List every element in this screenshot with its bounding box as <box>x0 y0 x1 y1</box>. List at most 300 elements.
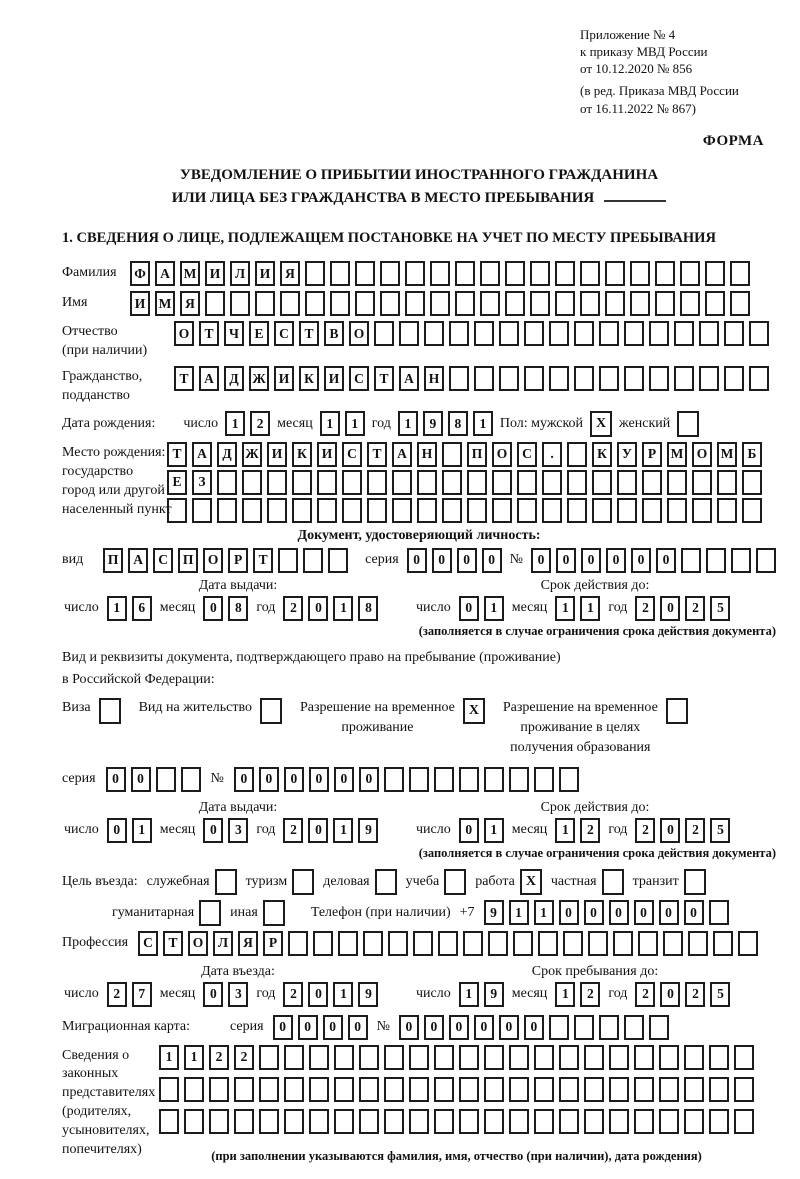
form-cell[interactable] <box>734 1109 754 1134</box>
form-cell[interactable]: Я <box>180 291 200 316</box>
form-cell[interactable] <box>217 470 237 495</box>
form-cell[interactable]: 0 <box>609 900 629 925</box>
form-cell[interactable]: 0 <box>524 1015 544 1040</box>
form-cell[interactable]: 0 <box>284 767 304 792</box>
form-cell[interactable]: Н <box>417 442 437 467</box>
form-cell[interactable] <box>499 321 519 346</box>
form-cell[interactable]: 0 <box>309 767 329 792</box>
form-cell[interactable] <box>724 366 744 391</box>
form-cell[interactable] <box>267 470 287 495</box>
form-cell[interactable] <box>242 470 262 495</box>
form-cell[interactable] <box>756 548 776 573</box>
option-temp-residence-checkbox[interactable]: X <box>463 698 485 724</box>
form-cell[interactable] <box>692 470 712 495</box>
form-cell[interactable] <box>413 931 433 956</box>
form-cell[interactable]: 9 <box>484 900 504 925</box>
form-cell[interactable]: 1 <box>107 596 127 621</box>
form-cell[interactable]: П <box>103 548 123 573</box>
form-cell[interactable] <box>549 321 569 346</box>
form-cell[interactable] <box>184 1109 204 1134</box>
form-cell[interactable]: 2 <box>209 1045 229 1070</box>
form-cell[interactable]: 1 <box>333 982 353 1007</box>
form-cell[interactable] <box>655 261 675 286</box>
form-cell[interactable] <box>424 321 444 346</box>
form-cell[interactable]: 1 <box>555 818 575 843</box>
form-cell[interactable]: И <box>317 442 337 467</box>
form-cell[interactable]: 0 <box>234 767 254 792</box>
form-cell[interactable] <box>334 1109 354 1134</box>
form-cell[interactable] <box>217 498 237 523</box>
form-cell[interactable] <box>584 1045 604 1070</box>
form-cell[interactable]: Б <box>742 442 762 467</box>
form-cell[interactable]: 0 <box>656 548 676 573</box>
form-cell[interactable]: Т <box>367 442 387 467</box>
form-cell[interactable]: Т <box>199 321 219 346</box>
form-cell[interactable]: К <box>299 366 319 391</box>
form-cell[interactable]: С <box>274 321 294 346</box>
form-cell[interactable] <box>284 1109 304 1134</box>
form-cell[interactable] <box>259 1045 279 1070</box>
form-cell[interactable] <box>555 291 575 316</box>
form-cell[interactable] <box>549 1015 569 1040</box>
form-cell[interactable] <box>649 321 669 346</box>
form-cell[interactable] <box>405 291 425 316</box>
form-cell[interactable]: 9 <box>484 982 504 1007</box>
form-cell[interactable] <box>559 767 579 792</box>
form-cell[interactable]: 0 <box>499 1015 519 1040</box>
form-cell[interactable] <box>680 291 700 316</box>
form-cell[interactable] <box>574 1015 594 1040</box>
form-cell[interactable] <box>649 366 669 391</box>
form-cell[interactable] <box>609 1045 629 1070</box>
form-cell[interactable]: 2 <box>580 818 600 843</box>
form-cell[interactable] <box>334 1077 354 1102</box>
form-cell[interactable]: О <box>203 548 223 573</box>
form-cell[interactable] <box>517 498 537 523</box>
form-cell[interactable] <box>542 470 562 495</box>
form-cell[interactable]: Р <box>263 931 283 956</box>
form-cell[interactable]: 1 <box>159 1045 179 1070</box>
form-cell[interactable] <box>434 1077 454 1102</box>
form-cell[interactable]: 1 <box>484 818 504 843</box>
form-cell[interactable]: И <box>205 261 225 286</box>
form-cell[interactable]: Т <box>253 548 273 573</box>
form-cell[interactable]: 2 <box>107 982 127 1007</box>
form-cell[interactable] <box>684 1045 704 1070</box>
form-cell[interactable] <box>234 1109 254 1134</box>
form-cell[interactable] <box>234 1077 254 1102</box>
form-cell[interactable]: Т <box>174 366 194 391</box>
form-cell[interactable] <box>359 1045 379 1070</box>
form-cell[interactable]: 1 <box>398 411 418 436</box>
form-cell[interactable]: 2 <box>234 1045 254 1070</box>
form-cell[interactable]: В <box>324 321 344 346</box>
form-cell[interactable] <box>392 470 412 495</box>
form-cell[interactable] <box>509 1077 529 1102</box>
form-cell[interactable] <box>434 1109 454 1134</box>
form-cell[interactable] <box>649 1015 669 1040</box>
form-cell[interactable] <box>684 1077 704 1102</box>
form-cell[interactable] <box>181 767 201 792</box>
purpose-tourism-checkbox[interactable] <box>292 869 314 895</box>
form-cell[interactable] <box>317 498 337 523</box>
form-cell[interactable]: М <box>155 291 175 316</box>
form-cell[interactable]: 1 <box>509 900 529 925</box>
form-cell[interactable]: 0 <box>432 548 452 573</box>
form-cell[interactable]: И <box>274 366 294 391</box>
form-cell[interactable] <box>388 931 408 956</box>
form-cell[interactable]: 0 <box>559 900 579 925</box>
form-cell[interactable] <box>599 1015 619 1040</box>
form-cell[interactable] <box>624 321 644 346</box>
form-cell[interactable] <box>449 366 469 391</box>
form-cell[interactable] <box>734 1045 754 1070</box>
form-cell[interactable]: С <box>342 442 362 467</box>
form-cell[interactable]: 0 <box>531 548 551 573</box>
form-cell[interactable]: 0 <box>581 548 601 573</box>
form-cell[interactable]: 3 <box>228 982 248 1007</box>
form-cell[interactable]: Е <box>167 470 187 495</box>
form-cell[interactable] <box>559 1109 579 1134</box>
form-cell[interactable]: 0 <box>634 900 654 925</box>
form-cell[interactable]: П <box>178 548 198 573</box>
form-cell[interactable] <box>659 1077 679 1102</box>
form-cell[interactable] <box>459 1109 479 1134</box>
form-cell[interactable] <box>184 1077 204 1102</box>
form-cell[interactable] <box>667 470 687 495</box>
form-cell[interactable]: Н <box>424 366 444 391</box>
form-cell[interactable]: К <box>592 442 612 467</box>
form-cell[interactable] <box>409 1045 429 1070</box>
form-cell[interactable]: 0 <box>273 1015 293 1040</box>
form-cell[interactable]: О <box>349 321 369 346</box>
form-cell[interactable] <box>255 291 275 316</box>
form-cell[interactable]: Ф <box>130 261 150 286</box>
form-cell[interactable]: 2 <box>685 596 705 621</box>
form-cell[interactable]: 5 <box>710 818 730 843</box>
form-cell[interactable]: 2 <box>283 982 303 1007</box>
form-cell[interactable] <box>474 321 494 346</box>
form-cell[interactable] <box>592 470 612 495</box>
form-cell[interactable] <box>159 1109 179 1134</box>
form-cell[interactable]: А <box>192 442 212 467</box>
form-cell[interactable] <box>705 291 725 316</box>
form-cell[interactable] <box>455 291 475 316</box>
form-cell[interactable]: А <box>399 366 419 391</box>
form-cell[interactable]: 6 <box>132 596 152 621</box>
form-cell[interactable] <box>359 1109 379 1134</box>
form-cell[interactable] <box>409 767 429 792</box>
form-cell[interactable] <box>509 1045 529 1070</box>
form-cell[interactable]: Р <box>228 548 248 573</box>
form-cell[interactable] <box>705 261 725 286</box>
form-cell[interactable]: 0 <box>482 548 502 573</box>
form-cell[interactable] <box>467 470 487 495</box>
form-cell[interactable]: 0 <box>660 596 680 621</box>
form-cell[interactable]: 2 <box>250 411 270 436</box>
form-cell[interactable] <box>638 931 658 956</box>
form-cell[interactable] <box>634 1109 654 1134</box>
form-cell[interactable]: 2 <box>283 818 303 843</box>
form-cell[interactable]: 5 <box>710 596 730 621</box>
form-cell[interactable] <box>567 442 587 467</box>
form-cell[interactable]: Д <box>224 366 244 391</box>
form-cell[interactable]: 0 <box>449 1015 469 1040</box>
form-cell[interactable] <box>599 321 619 346</box>
form-cell[interactable]: К <box>292 442 312 467</box>
form-cell[interactable]: 0 <box>399 1015 419 1040</box>
option-visa-checkbox[interactable] <box>99 698 121 724</box>
form-cell[interactable] <box>584 1109 604 1134</box>
form-cell[interactable]: 1 <box>320 411 340 436</box>
form-cell[interactable] <box>442 470 462 495</box>
form-cell[interactable]: 2 <box>283 596 303 621</box>
form-cell[interactable] <box>699 321 719 346</box>
sex-female-checkbox[interactable] <box>677 411 699 437</box>
form-cell[interactable]: 0 <box>203 982 223 1007</box>
form-cell[interactable] <box>209 1109 229 1134</box>
form-cell[interactable]: О <box>492 442 512 467</box>
form-cell[interactable] <box>417 470 437 495</box>
form-cell[interactable] <box>384 1109 404 1134</box>
form-cell[interactable] <box>709 1109 729 1134</box>
form-cell[interactable] <box>584 1077 604 1102</box>
form-cell[interactable]: 0 <box>407 548 427 573</box>
form-cell[interactable]: 0 <box>660 982 680 1007</box>
form-cell[interactable] <box>513 931 533 956</box>
form-cell[interactable] <box>305 261 325 286</box>
form-cell[interactable]: 2 <box>635 596 655 621</box>
form-cell[interactable] <box>284 1045 304 1070</box>
form-cell[interactable] <box>592 498 612 523</box>
form-cell[interactable]: Т <box>299 321 319 346</box>
form-cell[interactable] <box>663 931 683 956</box>
form-cell[interactable] <box>684 1109 704 1134</box>
form-cell[interactable]: 0 <box>660 818 680 843</box>
form-cell[interactable] <box>363 931 383 956</box>
purpose-humanitarian-checkbox[interactable] <box>199 900 221 926</box>
form-cell[interactable] <box>417 498 437 523</box>
form-cell[interactable]: 0 <box>203 818 223 843</box>
form-cell[interactable]: 1 <box>555 982 575 1007</box>
form-cell[interactable]: О <box>174 321 194 346</box>
form-cell[interactable] <box>724 321 744 346</box>
form-cell[interactable] <box>484 1077 504 1102</box>
form-cell[interactable]: 5 <box>710 982 730 1007</box>
form-cell[interactable] <box>313 931 333 956</box>
form-cell[interactable]: 0 <box>308 818 328 843</box>
form-cell[interactable] <box>505 291 525 316</box>
form-cell[interactable] <box>730 261 750 286</box>
form-cell[interactable] <box>359 1077 379 1102</box>
form-cell[interactable] <box>309 1045 329 1070</box>
form-cell[interactable] <box>399 321 419 346</box>
form-cell[interactable]: 9 <box>423 411 443 436</box>
form-cell[interactable] <box>580 291 600 316</box>
form-cell[interactable] <box>374 321 394 346</box>
form-cell[interactable] <box>559 1077 579 1102</box>
form-cell[interactable]: 7 <box>132 982 152 1007</box>
form-cell[interactable] <box>209 1077 229 1102</box>
form-cell[interactable] <box>167 498 187 523</box>
form-cell[interactable] <box>409 1077 429 1102</box>
form-cell[interactable] <box>605 291 625 316</box>
form-cell[interactable] <box>430 291 450 316</box>
form-cell[interactable] <box>484 1109 504 1134</box>
form-cell[interactable] <box>742 498 762 523</box>
form-cell[interactable]: 1 <box>484 596 504 621</box>
form-cell[interactable] <box>667 498 687 523</box>
form-cell[interactable]: А <box>128 548 148 573</box>
form-cell[interactable] <box>463 931 483 956</box>
form-cell[interactable]: И <box>267 442 287 467</box>
form-cell[interactable] <box>484 767 504 792</box>
form-cell[interactable] <box>524 366 544 391</box>
purpose-official-checkbox[interactable] <box>215 869 237 895</box>
form-cell[interactable]: 0 <box>131 767 151 792</box>
form-cell[interactable] <box>588 931 608 956</box>
form-cell[interactable] <box>706 548 726 573</box>
form-cell[interactable] <box>330 291 350 316</box>
form-cell[interactable] <box>303 548 323 573</box>
form-cell[interactable] <box>709 1045 729 1070</box>
form-cell[interactable]: 0 <box>659 900 679 925</box>
form-cell[interactable]: У <box>617 442 637 467</box>
form-cell[interactable] <box>480 291 500 316</box>
form-cell[interactable]: 1 <box>132 818 152 843</box>
form-cell[interactable]: С <box>517 442 537 467</box>
form-cell[interactable]: И <box>255 261 275 286</box>
purpose-study-checkbox[interactable] <box>444 869 466 895</box>
form-cell[interactable] <box>480 261 500 286</box>
form-cell[interactable]: 2 <box>685 818 705 843</box>
form-cell[interactable]: Я <box>280 261 300 286</box>
form-cell[interactable]: П <box>467 442 487 467</box>
form-cell[interactable]: 1 <box>333 596 353 621</box>
form-cell[interactable] <box>367 470 387 495</box>
form-cell[interactable] <box>384 1045 404 1070</box>
form-cell[interactable] <box>538 931 558 956</box>
form-cell[interactable]: С <box>138 931 158 956</box>
form-cell[interactable]: М <box>667 442 687 467</box>
form-cell[interactable]: Т <box>374 366 394 391</box>
form-cell[interactable]: Ж <box>242 442 262 467</box>
form-cell[interactable] <box>605 261 625 286</box>
form-cell[interactable] <box>617 498 637 523</box>
form-cell[interactable] <box>380 291 400 316</box>
form-cell[interactable] <box>709 1077 729 1102</box>
form-cell[interactable]: 0 <box>308 982 328 1007</box>
form-cell[interactable]: 1 <box>459 982 479 1007</box>
form-cell[interactable] <box>384 1077 404 1102</box>
form-cell[interactable] <box>284 1077 304 1102</box>
form-cell[interactable] <box>609 1077 629 1102</box>
form-cell[interactable] <box>674 321 694 346</box>
sex-male-checkbox[interactable]: X <box>590 411 612 437</box>
form-cell[interactable]: И <box>324 366 344 391</box>
form-cell[interactable] <box>367 498 387 523</box>
form-cell[interactable] <box>567 470 587 495</box>
form-cell[interactable]: И <box>130 291 150 316</box>
form-cell[interactable]: Я <box>238 931 258 956</box>
form-cell[interactable] <box>738 931 758 956</box>
form-cell[interactable]: 0 <box>684 900 704 925</box>
form-cell[interactable] <box>442 442 462 467</box>
form-cell[interactable] <box>259 1109 279 1134</box>
form-cell[interactable]: 0 <box>584 900 604 925</box>
form-cell[interactable] <box>434 1045 454 1070</box>
form-cell[interactable] <box>567 498 587 523</box>
form-cell[interactable] <box>734 1077 754 1102</box>
form-cell[interactable] <box>156 767 176 792</box>
form-cell[interactable] <box>455 261 475 286</box>
form-cell[interactable] <box>731 548 751 573</box>
form-cell[interactable]: 0 <box>359 767 379 792</box>
form-cell[interactable]: 0 <box>459 596 479 621</box>
form-cell[interactable] <box>609 1109 629 1134</box>
form-cell[interactable] <box>681 548 701 573</box>
purpose-private-checkbox[interactable] <box>602 869 624 895</box>
form-cell[interactable] <box>574 321 594 346</box>
form-cell[interactable] <box>492 470 512 495</box>
form-cell[interactable] <box>409 1109 429 1134</box>
form-cell[interactable] <box>555 261 575 286</box>
form-cell[interactable] <box>659 1109 679 1134</box>
form-cell[interactable]: 2 <box>635 982 655 1007</box>
form-cell[interactable]: 1 <box>580 596 600 621</box>
form-cell[interactable]: 2 <box>635 818 655 843</box>
form-cell[interactable]: А <box>392 442 412 467</box>
form-cell[interactable]: Л <box>213 931 233 956</box>
form-cell[interactable]: . <box>542 442 562 467</box>
form-cell[interactable] <box>617 470 637 495</box>
form-cell[interactable] <box>559 1045 579 1070</box>
form-cell[interactable] <box>449 321 469 346</box>
form-cell[interactable]: 8 <box>358 596 378 621</box>
form-cell[interactable] <box>230 291 250 316</box>
form-cell[interactable] <box>599 366 619 391</box>
purpose-other-checkbox[interactable] <box>263 900 285 926</box>
form-cell[interactable]: М <box>180 261 200 286</box>
form-cell[interactable] <box>749 321 769 346</box>
form-cell[interactable] <box>534 1077 554 1102</box>
form-cell[interactable]: 0 <box>334 767 354 792</box>
form-cell[interactable]: 0 <box>323 1015 343 1040</box>
form-cell[interactable]: О <box>692 442 712 467</box>
form-cell[interactable] <box>659 1045 679 1070</box>
form-cell[interactable] <box>624 366 644 391</box>
form-cell[interactable]: А <box>199 366 219 391</box>
form-cell[interactable]: 0 <box>308 596 328 621</box>
form-cell[interactable]: 9 <box>358 818 378 843</box>
form-cell[interactable]: С <box>153 548 173 573</box>
form-cell[interactable] <box>267 498 287 523</box>
form-cell[interactable] <box>328 548 348 573</box>
form-cell[interactable] <box>505 261 525 286</box>
form-cell[interactable]: Л <box>230 261 250 286</box>
form-cell[interactable]: 0 <box>203 596 223 621</box>
form-cell[interactable] <box>563 931 583 956</box>
form-cell[interactable] <box>309 1077 329 1102</box>
form-cell[interactable] <box>459 1045 479 1070</box>
form-cell[interactable] <box>499 366 519 391</box>
form-cell[interactable] <box>713 931 733 956</box>
form-cell[interactable] <box>524 321 544 346</box>
form-cell[interactable] <box>467 498 487 523</box>
form-cell[interactable] <box>509 767 529 792</box>
form-cell[interactable] <box>530 261 550 286</box>
form-cell[interactable]: Т <box>167 442 187 467</box>
